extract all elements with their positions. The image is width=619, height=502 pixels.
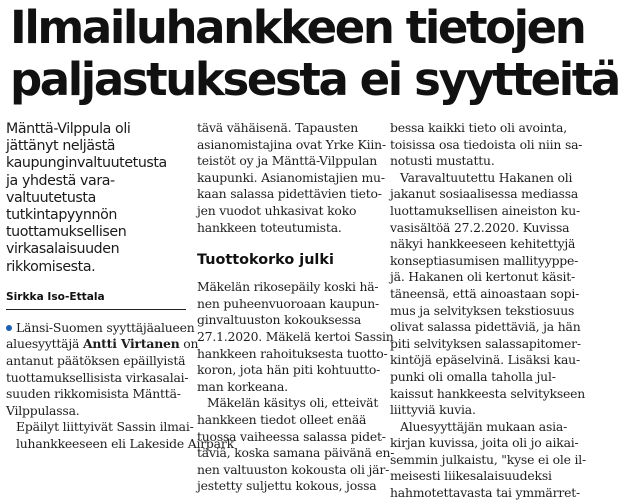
body-line: Länsi-Suomen syyttäjäalueen: [6, 320, 186, 337]
body-line: teistöt oy ja Mänttä-Vilppulan: [197, 153, 378, 169]
body-line: semmin julkaistu, "kyse ei ole il-: [390, 451, 586, 467]
body-line: aluesyyttäjä Antti Virtanen on: [6, 336, 199, 352]
section-subheading: Tuottokorko julki: [197, 252, 334, 269]
column-1: [6, 120, 234, 453]
lead-line: rikkomisesta.: [6, 258, 96, 275]
body-line: liittyviä kuvia.: [390, 402, 476, 418]
body-line: olivat salassa pidettäviä, ja hän: [390, 319, 581, 335]
body-line: hankkeen rahoituksesta tuotto-: [197, 345, 388, 361]
body-line: luottamuksellisen aineiston ku-: [390, 202, 580, 218]
body-line: vasisältöä 27.2.2020. Kuvissa: [390, 219, 570, 235]
body-line: jakanut sosiaalisessa mediassa: [390, 186, 579, 202]
lead-line: jättänyt neljästä: [6, 138, 116, 155]
body-line: nen valtuuston kokousta oli jär-: [197, 461, 390, 477]
body-line: jestetty suljettu kokous, jossa: [197, 478, 377, 494]
body-line: kaupunki. Asianomistajien mu-: [197, 169, 385, 185]
body-line: näkyi hankkeeseen kehitettyjä: [390, 236, 576, 252]
body-line: Varavaltuutettu Hakanen oli: [400, 169, 573, 185]
body-line: täneensä, että ainoastaan sopi-: [390, 285, 580, 301]
body-paragraph-7: [390, 169, 586, 419]
body-line: hankkeen tiedot olleet enää: [197, 411, 367, 427]
headline: [10, 1, 619, 106]
bullet-dot-icon: [6, 325, 12, 331]
body-line: nen puheenvuoroaan kaupun-: [197, 295, 380, 311]
body-line: hankkeen toteutumista.: [197, 219, 342, 235]
body-line: konseptiasumisen mallityyppe-: [390, 252, 579, 268]
body-line: kaissut hankkeesta selvitykseen: [390, 385, 586, 401]
body-line: Aluesyyttäjän mukaan asia-: [400, 418, 568, 434]
body-line: Mäkelän rikosepäily koski hä-: [197, 279, 379, 295]
body-line: toisissa osa tiedoista oli niin sa-: [390, 136, 583, 152]
body-line: luhankkeeseen eli Lakeside Airpark: [16, 435, 234, 451]
body-line: notusti mustattu.: [390, 153, 495, 169]
prosecutor-name: Antti Virtanen: [82, 336, 180, 352]
body-line: jen vuodot uhkasivat koko: [197, 202, 357, 218]
lead-line: kaupunginvaltuutetusta: [6, 155, 167, 172]
lead-line: tuottamuksellisen: [6, 224, 127, 241]
lead-line: tutkintapyynnön: [6, 207, 117, 224]
lead-line: valtuutetusta: [6, 189, 96, 206]
body-line: jä. Hakanen oli kertonut käsit-: [390, 269, 576, 285]
body-line: tuottamuksellisista virkasalai-: [6, 369, 189, 385]
column-3: [390, 120, 586, 502]
body-line: tävä vähäisenä. Tapausten: [197, 120, 358, 135]
body-line: täviä, koska samana päivänä en-: [197, 445, 395, 461]
body-line: Mäkelän käsitys oli, etteivät: [207, 395, 379, 411]
body-line: tuossa vaiheessa salassa pidet-: [197, 428, 386, 444]
body-line: hahmotettavasta tai ymmärret-: [390, 485, 580, 501]
column-2: [197, 120, 395, 495]
body-line: kintöjä epäselvinä. Lisäksi kau-: [390, 352, 580, 368]
body-paragraph-1: [6, 319, 199, 420]
body-line: antanut päätöksen epäillyistä: [6, 353, 186, 369]
body-paragraph-4: [197, 279, 394, 395]
body-line: piti selvityksen salassapitomer-: [390, 335, 581, 351]
body-line: punki oli omalla taholla jul-: [390, 368, 556, 384]
body-line: asianomistajina ovat Yrke Kiin-: [197, 136, 386, 152]
headline-line-1: Ilmailuhankkeen tietojen: [10, 1, 585, 54]
body-line: man korkeana.: [197, 378, 288, 394]
lead-line: virkasalaisuuden: [6, 241, 120, 258]
body-line: kaan salassa pidettävien tieto-: [197, 186, 382, 202]
body-line: koron, jota hän piti kohtuutto-: [197, 362, 381, 378]
body-line: 27.1.2020. Mäkelä kertoi Sassin: [197, 328, 394, 344]
body-line: Vilppulassa.: [6, 402, 80, 418]
body-paragraph-8: [390, 418, 586, 502]
body-paragraph-3: [197, 120, 386, 236]
body-line: kirjan kuvissa, joita oli jo aikai-: [390, 435, 579, 451]
lead-paragraph: [6, 121, 186, 276]
body-line: ginvaltuuston kokouksessa: [197, 312, 362, 328]
headline-line-2: paljastuksesta ei syytteitä: [10, 53, 619, 106]
body-paragraph-6: [390, 120, 583, 170]
body-paragraph-2: [6, 419, 234, 452]
body-line: Epäilyt liittyivät Sassin ilmai-: [16, 419, 194, 435]
lead-line: ja yhdestä vara-: [6, 172, 115, 189]
body-line: bessa kaikki tieto oli avointa,: [390, 120, 567, 135]
lead-line: Mänttä-Vilppula oli: [6, 121, 131, 137]
body-line: suuden rikkomisista Mänttä-: [6, 386, 181, 402]
byline: Sirkka Iso-Ettala: [6, 290, 186, 310]
body-line: meisesti liikesalaisuudeksi: [390, 468, 552, 484]
body-line: mus ja selvityksen tekstiosuus: [390, 302, 575, 318]
body-paragraph-5: [197, 395, 395, 495]
